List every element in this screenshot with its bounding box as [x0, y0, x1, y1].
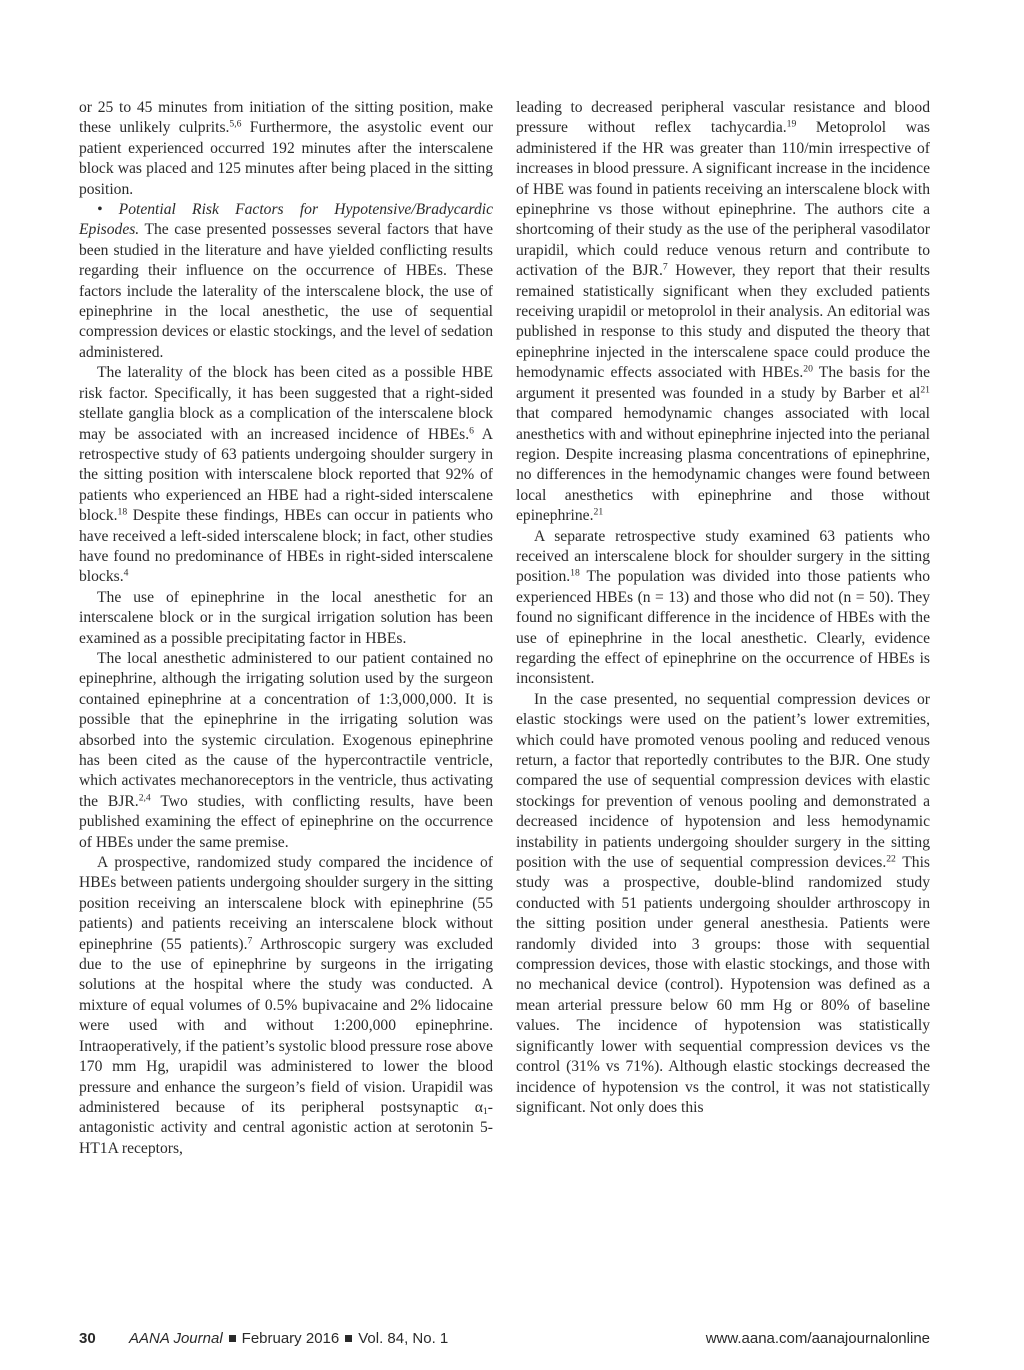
citation: 21	[920, 384, 930, 396]
paragraph-risk-factors: • Potential Risk Factors for Hypotensive/Bradycardic Episodes. The case presented possesses several factors that have been studied in the literature and have yielded conflicting results regarding their influence on the occurrence of HBEs. These factors include the laterality of the interscalene block, the use of epinephrine in the local anesthetic, the use of sequential compression devices or elastic stockings, and the level of sedation administered.	[79, 201, 493, 361]
citation: 19	[786, 119, 797, 131]
square-separator-icon	[229, 1335, 236, 1342]
section-heading: • Potential Risk Factors for Hypotensive/Bradycardic Episodes.	[79, 201, 493, 239]
citation: 18	[570, 568, 580, 580]
journal-citation	[129, 1330, 448, 1347]
citation: 20	[803, 363, 813, 375]
citation: 21	[593, 506, 604, 518]
paragraph: The laterality of the block has been cited as a possible HBE risk factor. Specifically, it has been suggested that a right-sided stellate ganglia block as a complication of the interscalene block may be associated with an increased incidence of HBEs.$^6$ A retrospective study of 63 patients undergoing shoulder surgery in the sitting position with interscalene block reported that 92% of patients who experienced an HBE had a right-sided interscalene block.$^{18}$ Despite these findings, HBEs can occur in patients who have received a left-sided interscalene block; in fact, other studies have found no predominance of HBEs in right-sided interscalene blocks.$^4$	[79, 364, 493, 586]
citation: 4	[123, 568, 129, 580]
paragraph: The use of epinephrine in the local anesthetic for an interscalene block or in the surgical irrigation solution has been examined as a possible precipitating factor in HBEs.	[79, 588, 493, 647]
square-separator-icon	[345, 1335, 352, 1342]
citation: 2,4	[138, 792, 151, 804]
paragraph: In the case presented, no sequential compression devices or elastic stockings were used on the patient’s lower extremities, which could have promoted venous pooling and reduced venous return, a factor that reportedly contributes to the BJR. One study compared the use of sequential compression devices with elastic stockings for prevention of venous pooling and demonstrated a decreased incidence of hypotension and less hemodynamic instability in patients undergoing shoulder surgery in the sitting position with the use of sequential compression devices.$^{22}$ This study was a prospective, double-blind randomized study conducted with 51 patients undergoing shoulder arthroscopy in the sitting position under general anesthesia. Patients were randomly divided into 3 groups: those with sequential compression devices, those with elastic stockings, and those with no mechanical device (control). Hypotension was defined as a mean arterial pressure below 60 mm Hg or 80% of baseline values. The incidence of hypotension was statistically significantly lower with sequential compression devices vs the control (31% vs 71%). Although elastic stockings decreased the incidence of hypotension vs the control, it was not statistically significant. Not only does this	[516, 690, 930, 1116]
journal-name: AANA Journal	[129, 1330, 223, 1347]
paragraph: leading to decreased peripheral vascular resistance and blood pressure without reflex tachycardia.$^{19}$ Metoprolol was administered if the HR was greater than 110/min irrespective of increases in blood pressure. A significant increase in the incidence of HBE was found in patients receiving an interscalene block with epinephrine vs those without epinephrine. The authors cite a shortcoming of their study as the use of the peripheral vasodilator urapidil, which could reduce venous return and contribute to activation of the BJR.$^7$ However, they report that their results remained statistically significant when they excluded patients receiving urapidil or metoprolol in their analysis. An editorial was published in response to this study and disputed the theory that epinephrine injected in the interscalene space could produce the hemodynamic effects associated with HBEs.$^{20}$ The basis for the argument it presented was founded in a study by Barber et $al^{21}$ that compared hemodynamic changes associated with local anesthetics with and without epinephrine injected into the perianal region. Despite increasing plasma concentrations of epinephrine, no differences in the hemodynamic changes were found between local anesthetics with epinephrine and those without epinephrine.$^{21}$	[516, 99, 930, 525]
citation: 7	[662, 261, 668, 273]
citation: 18	[117, 506, 128, 518]
page-footer	[79, 1330, 930, 1352]
volume: Vol. 84, No. 1	[358, 1330, 449, 1347]
alpha-symbol: α	[474, 1098, 483, 1116]
citation: 5,6	[229, 119, 242, 131]
citation: 7	[247, 935, 253, 947]
journal-url[interactable]: www.aana.com/aanajournalonline	[705, 1330, 930, 1347]
citation: 6	[469, 425, 474, 437]
paragraph: The local anesthetic administered to our patient contained no epinephrine, although the irrigating solution used by the surgeon contained epinephrine at a concentration of 1:3,000,000. It is possible that the epinephrine in the irrigating solution was absorbed into the systemic circulation. Exogenous epinephrine has been cited as the cause of the hypercontractile ventricle, which activates mechanoreceptors in the ventricle, thus activating the BJR.$^{2,4}$ Two studies, with conflicting results, have been published examining the effect of epinephrine on the occurrence of HBEs under the same premise.	[79, 649, 493, 851]
right-column	[516, 98, 930, 1118]
left-column	[79, 98, 493, 1159]
paragraph: A prospective, randomized study compared the incidence of HBEs between patients undergoing shoulder surgery in the sitting position receiving an interscalene block with epinephrine (55 patients) and patients receiving an interscalene block without epinephrine (55 patients).$^7$ Arthroscopic surgery was excluded due to the use of epinephrine by surgeons in the irrigating solutions at the hospital where the study was conducted. A mixture of equal volumes of 0.5% bupivacaine and 2% lidocaine were used with and without 1:200,000 epinephrine. Intraoperatively, if the patient’s systolic blood pressure rose above 170 mm Hg, urapidil was administered to lower the blood pressure and enhance the surgeon’s field of vision. Urapidil was administered because of its peripheral postsynaptic $\alpha_1$-antagonistic activity and central agonistic action at serotonin 5-HT1A receptors,	[79, 854, 493, 1157]
paragraph: or 25 to 45 minutes from initiation of the sitting position, make these unlikely culprits.$^{5,6}$ Furthermore, the asystolic event our patient experienced occurred 192 minutes after the interscalene block was placed and 125 minutes after being placed in the sitting position.	[79, 99, 493, 198]
issue-date: February 2016	[241, 1330, 340, 1347]
paragraph: A separate retrospective study examined 63 patients who received an interscalene block for shoulder surgery in the sitting position.$^{18}$ The population was divided into those patients who experienced HBEs (n = 13) and those who did not (n = 50). They found no significant difference in the incidence of HBEs with the use of epinephrine in the local anesthetic. Clearly, evidence regarding the effect of epinephrine on the occurrence of HBEs is inconsistent.	[516, 527, 930, 688]
citation: 22	[886, 853, 896, 865]
page-number: 30	[79, 1330, 96, 1347]
